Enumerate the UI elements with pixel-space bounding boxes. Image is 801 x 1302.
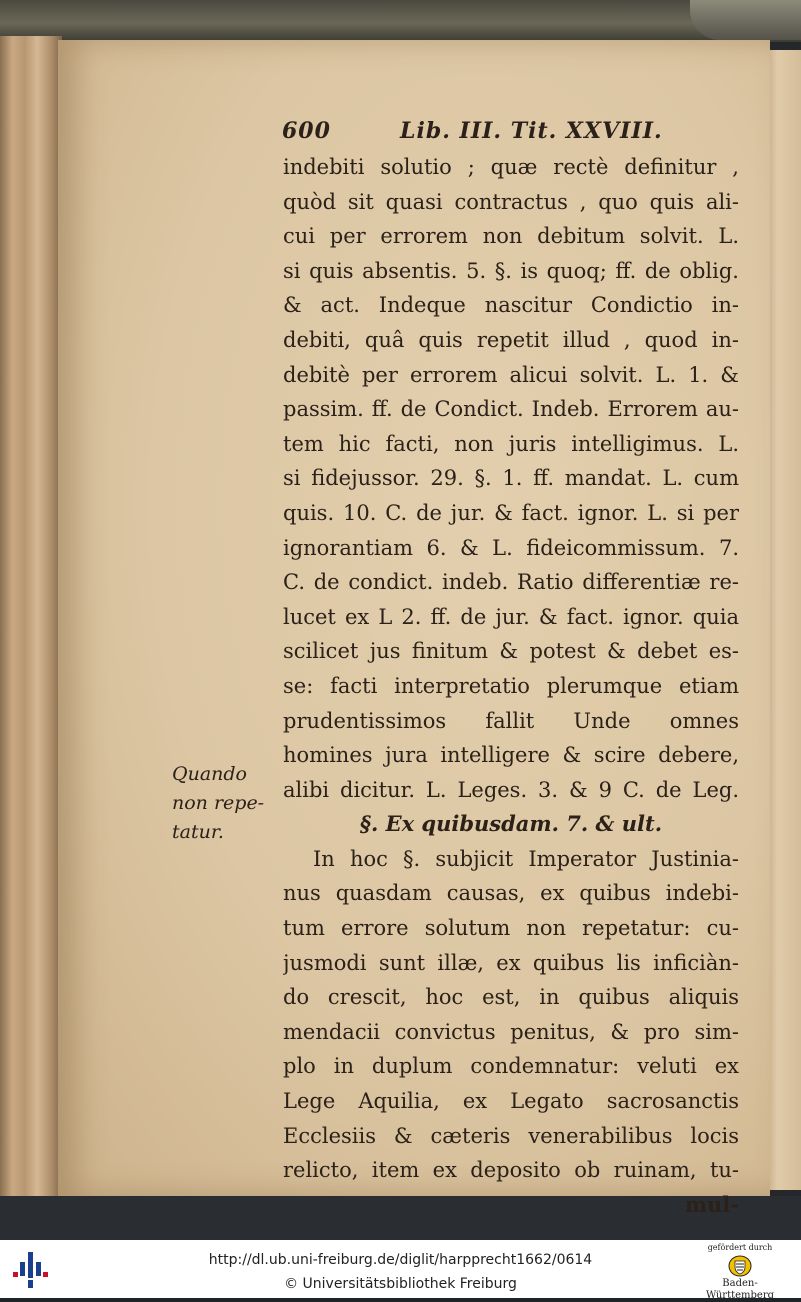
text-line: C. de condict. indeb. Ratio differentiæ re- (283, 570, 739, 595)
text-line: quòd sit quasi contractus , quo quis ali- (283, 189, 739, 214)
text-line: jusmodi sunt illæ, ex quibus lis inficiàn- (283, 950, 739, 975)
book-top-edge (0, 0, 801, 42)
catchword: mul- (684, 1191, 739, 1217)
text-line: se: facti interpretatio plerumque etiam (283, 673, 739, 698)
margin-note-line: Quando (172, 763, 247, 785)
text-line: mendacii convictus penitus, & pro sim- (283, 1019, 739, 1044)
book-spine-left (0, 36, 62, 1196)
text-line: indebiti solutio ; quæ rectè definitur , (283, 155, 739, 179)
text-line: ignorantiam 6. & L. fideicommissum. 7. (283, 535, 739, 560)
text-line: scilicet jus finitum & potest & debet es- (283, 639, 739, 664)
sponsor-caption: gefördert durch (707, 1243, 773, 1252)
text-line: plo in duplum condemnatur: veluti ex (283, 1054, 739, 1079)
text-line: & act. Indeque nascitur Condictio in- (283, 293, 739, 318)
sponsor-name: Baden-Württemberg (705, 1278, 775, 1301)
text-line: quis. 10. C. de jur. & fact. ignor. L. si per (283, 500, 739, 525)
running-title: Lib. III. Tit. XXVIII. (400, 118, 663, 144)
text-line: In hoc §. subjicit Imperator Justinia- (313, 846, 739, 871)
text-line: do crescit, hoc est, in quibus aliquis (283, 985, 739, 1010)
text-line: passim. ff. de Condict. Indeb. Errorem au- (283, 397, 739, 422)
text-line: cui per errorem non debitum solvit. L. (283, 224, 739, 249)
page-number: 600 (282, 118, 331, 144)
text-line: relicto, item ex deposito ob ruinam, tu- (283, 1158, 739, 1183)
margin-note-line: non repe- (172, 792, 265, 814)
text-line: prudentissimos fallit Unde omnes (283, 708, 739, 733)
text-line: Lege Aquilia, ex Legato sacrosanctis (283, 1089, 739, 1114)
text-line: debiti, quâ quis repetit illud , quod in- (283, 327, 739, 352)
body-text (283, 150, 739, 1222)
book-corner (690, 0, 801, 40)
text-line: homines jura intelligere & scire debere, (283, 743, 739, 768)
running-head (282, 114, 672, 148)
text-line: si fidejussor. 29. §. 1. ff. mandat. L. cum (283, 466, 739, 491)
baden-wuerttemberg-emblem-icon (728, 1255, 752, 1277)
margin-note (172, 760, 282, 847)
permalink-url[interactable]: http://dl.ub.uni-freiburg.de/diglit/harpprecht1662/0614 (208, 1252, 593, 1268)
text-line: alibi dicitur. L. Leges. 3. & 9 C. de Leg. (283, 777, 739, 802)
text-line: nus quasdam causas, ex quibus indebi- (283, 881, 739, 906)
text-line: Ecclesiis & cæteris venerabilibus locis (283, 1123, 739, 1148)
text-line: si quis absentis. 5. §. is quoq; ff. de oblig. (283, 258, 739, 283)
text-line: debitè per errorem alicui solvit. L. 1. & (283, 362, 739, 387)
text-line: tem hic facti, non juris intelligimus. L. (283, 431, 739, 456)
copyright-notice: © Universitätsbibliothek Freiburg (284, 1276, 517, 1292)
sponsor-badge (690, 1243, 790, 1302)
text-line: tum errore solutum non repetatur: cu- (283, 916, 739, 941)
margin-note-line: tatur. (172, 821, 224, 843)
text-line: lucet ex L 2. ff. de jur. & fact. ignor. quia (283, 604, 739, 629)
section-heading: §. Ex quibusdam. 7. & ult. (359, 811, 663, 837)
